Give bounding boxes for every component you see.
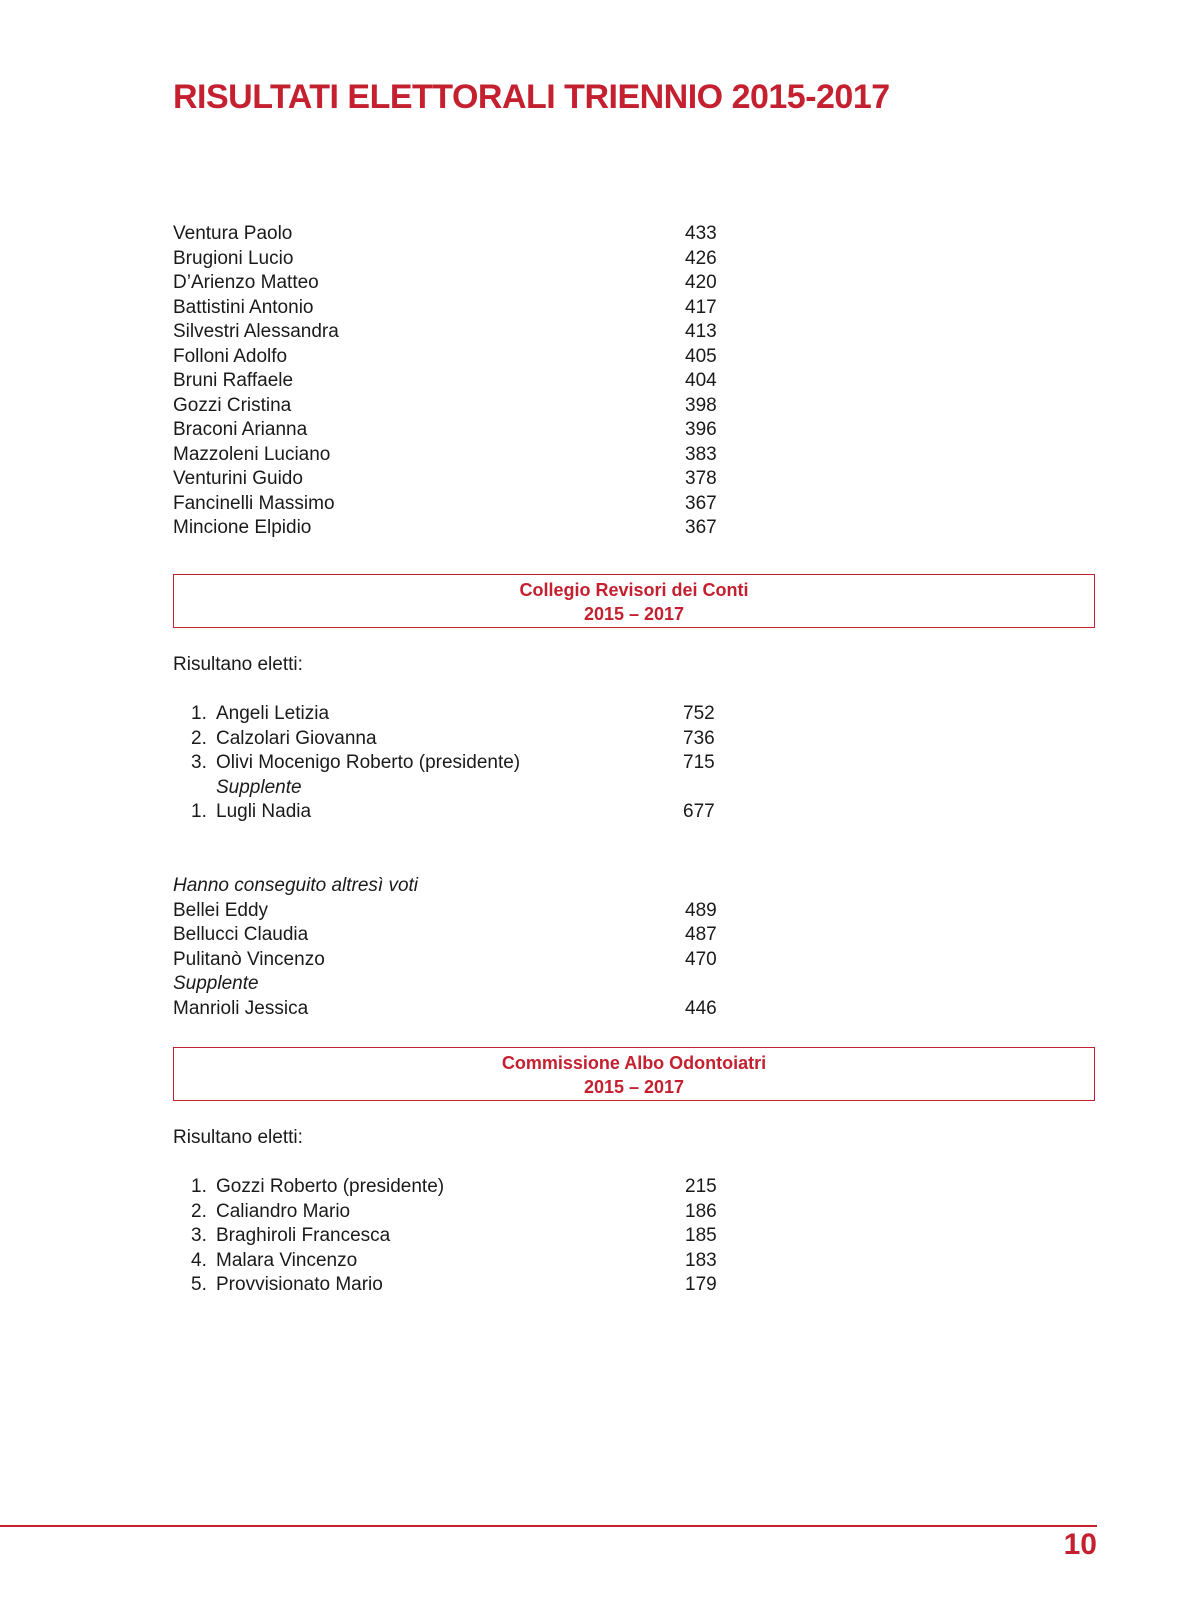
section-heading-title: Commissione Albo Odontoiatri [501,1053,767,1073]
page-number: 10 [1063,1528,1097,1561]
section-heading-title: Collegio Revisori dei Conti [519,580,749,600]
page-title: RISULTATI ELETTORALI TRIENNIO 2015-2017 [173,78,890,116]
section-heading-years: 2015 – 2017 [583,1077,685,1097]
elected-label: Risultano eletti: [173,1127,303,1148]
revisori-section-heading [173,574,1095,628]
section-heading-years: 2015 – 2017 [583,604,685,624]
elected-label: Risultano eletti: [173,654,303,675]
odontoiatri-section-heading [173,1047,1095,1101]
footer-divider [0,1525,1097,1527]
